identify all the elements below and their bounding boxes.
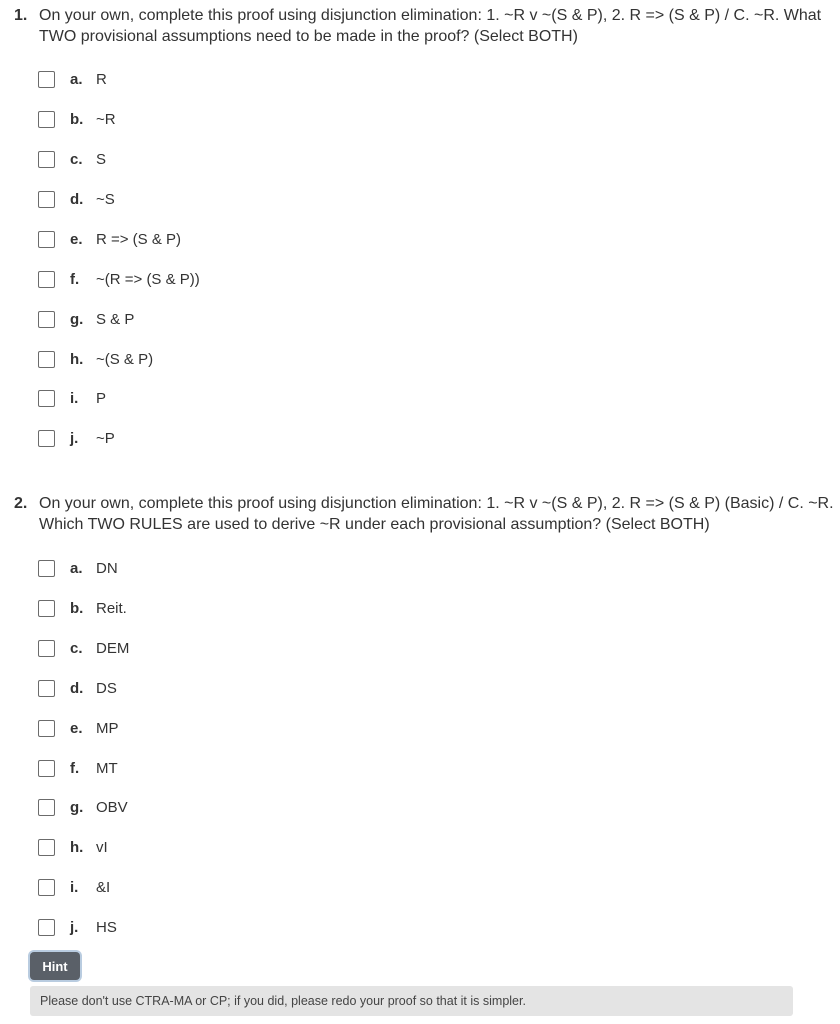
q2-option-a-letter: a. bbox=[70, 559, 83, 577]
q1-option-e[interactable] bbox=[38, 228, 181, 250]
q1-option-j-letter: j. bbox=[70, 429, 79, 447]
q1-option-c-checkbox[interactable] bbox=[38, 151, 55, 168]
q2-option-a[interactable] bbox=[38, 557, 118, 579]
q1-option-e-letter: e. bbox=[70, 230, 83, 248]
q2-option-b[interactable] bbox=[38, 597, 127, 619]
q1-option-c-letter: c. bbox=[70, 150, 83, 168]
question-1-prompt: On your own, complete this proof using disjunction elimination: 1. ~R v ~(S & P), 2. R => (S & P) / C. ~R. What TWO provisional assumptions need to be made in the proof? (Select BOTH) bbox=[39, 7, 822, 45]
q2-option-b-label: Reit. bbox=[96, 599, 127, 617]
q2-option-d[interactable] bbox=[38, 677, 117, 699]
q2-option-g-checkbox[interactable] bbox=[38, 799, 55, 816]
q2-option-h-checkbox[interactable] bbox=[38, 839, 55, 856]
question-1-text-block bbox=[14, 5, 834, 45]
q2-option-j-checkbox[interactable] bbox=[38, 919, 55, 936]
q1-option-e-label: R => (S & P) bbox=[96, 230, 182, 248]
q2-option-j-letter: j. bbox=[70, 918, 79, 936]
q1-option-i-label: P bbox=[96, 389, 107, 407]
q2-option-e-checkbox[interactable] bbox=[38, 720, 55, 737]
q2-option-a-checkbox[interactable] bbox=[38, 560, 55, 577]
q1-option-b-label: ~R bbox=[96, 110, 116, 128]
q2-option-d-checkbox[interactable] bbox=[38, 680, 55, 697]
q2-option-c-checkbox[interactable] bbox=[38, 640, 55, 657]
q1-option-g-label: S & P bbox=[96, 310, 135, 328]
q1-option-i[interactable] bbox=[38, 387, 106, 409]
q1-option-a-label: R bbox=[96, 70, 107, 88]
q1-option-b[interactable] bbox=[38, 108, 116, 130]
question-2-prompt: On your own, complete this proof using disjunction elimination: 1. ~R v ~(S & P), 2. R => (S & P) (Basic) / C. ~R. Which TWO RULES are used to derive ~R under each provisional assumption? (Select BOTH) bbox=[39, 495, 834, 533]
q2-option-h-letter: h. bbox=[70, 838, 84, 856]
question-1-number: 1. bbox=[14, 7, 28, 24]
question-2-text-block bbox=[14, 493, 834, 533]
q2-option-h-label: vI bbox=[96, 838, 108, 856]
q1-option-d-checkbox[interactable] bbox=[38, 191, 55, 208]
q2-option-b-letter: b. bbox=[70, 599, 84, 617]
q2-option-c-letter: c. bbox=[70, 639, 83, 657]
q2-option-g[interactable] bbox=[38, 796, 128, 818]
q2-option-c-label: DEM bbox=[96, 639, 130, 657]
q1-option-b-checkbox[interactable] bbox=[38, 111, 55, 128]
q1-option-i-checkbox[interactable] bbox=[38, 390, 55, 407]
q2-option-i-letter: i. bbox=[70, 878, 79, 896]
q2-option-i[interactable] bbox=[38, 876, 110, 898]
question-2-number: 2. bbox=[14, 495, 28, 512]
q1-option-f-letter: f. bbox=[70, 270, 80, 288]
q1-option-g[interactable] bbox=[38, 308, 134, 330]
q2-option-f-checkbox[interactable] bbox=[38, 760, 55, 777]
q2-option-d-letter: d. bbox=[70, 679, 84, 697]
q2-option-g-label: OBV bbox=[96, 798, 128, 816]
q1-option-h-label: ~(S & P) bbox=[96, 350, 154, 368]
hint-button[interactable]: Hint bbox=[30, 952, 80, 980]
q1-option-a-checkbox[interactable] bbox=[38, 71, 55, 88]
q1-option-j[interactable] bbox=[38, 427, 115, 449]
q1-option-d[interactable] bbox=[38, 188, 115, 210]
q1-option-d-letter: d. bbox=[70, 190, 84, 208]
q2-option-i-label: &I bbox=[96, 878, 111, 896]
q2-option-e-label: MP bbox=[96, 719, 119, 737]
q1-option-a[interactable] bbox=[38, 68, 107, 90]
q1-option-g-letter: g. bbox=[70, 310, 84, 328]
q1-option-e-checkbox[interactable] bbox=[38, 231, 55, 248]
q2-option-f-letter: f. bbox=[70, 759, 80, 777]
q2-option-f-label: MT bbox=[96, 759, 118, 777]
q2-option-a-label: DN bbox=[96, 559, 118, 577]
q1-option-j-label: ~P bbox=[96, 429, 115, 447]
q2-option-e-letter: e. bbox=[70, 719, 83, 737]
q1-option-i-letter: i. bbox=[70, 389, 79, 407]
q2-option-i-checkbox[interactable] bbox=[38, 879, 55, 896]
q1-option-f-label: ~(R => (S & P)) bbox=[96, 270, 200, 288]
q1-option-d-label: ~S bbox=[96, 190, 115, 208]
q2-option-e[interactable] bbox=[38, 717, 119, 739]
q1-option-j-checkbox[interactable] bbox=[38, 430, 55, 447]
q1-option-f[interactable] bbox=[38, 268, 200, 290]
q2-option-j[interactable] bbox=[38, 916, 117, 938]
q1-option-b-letter: b. bbox=[70, 110, 84, 128]
q1-option-h[interactable] bbox=[38, 348, 153, 370]
q1-option-a-letter: a. bbox=[70, 70, 83, 88]
q2-option-h[interactable] bbox=[38, 836, 108, 858]
q1-option-g-checkbox[interactable] bbox=[38, 311, 55, 328]
hint-text: Please don't use CTRA-MA or CP; if you did, please redo your proof so that it is simpler. bbox=[30, 986, 793, 1016]
q1-option-c[interactable] bbox=[38, 148, 106, 170]
q1-option-f-checkbox[interactable] bbox=[38, 271, 55, 288]
q1-option-h-letter: h. bbox=[70, 350, 84, 368]
q1-option-h-checkbox[interactable] bbox=[38, 351, 55, 368]
q2-option-c[interactable] bbox=[38, 637, 129, 659]
q2-option-g-letter: g. bbox=[70, 798, 84, 816]
q2-option-j-label: HS bbox=[96, 918, 117, 936]
q2-option-d-label: DS bbox=[96, 679, 117, 697]
q2-option-b-checkbox[interactable] bbox=[38, 600, 55, 617]
q1-option-c-label: S bbox=[96, 150, 107, 168]
q2-option-f[interactable] bbox=[38, 757, 118, 779]
